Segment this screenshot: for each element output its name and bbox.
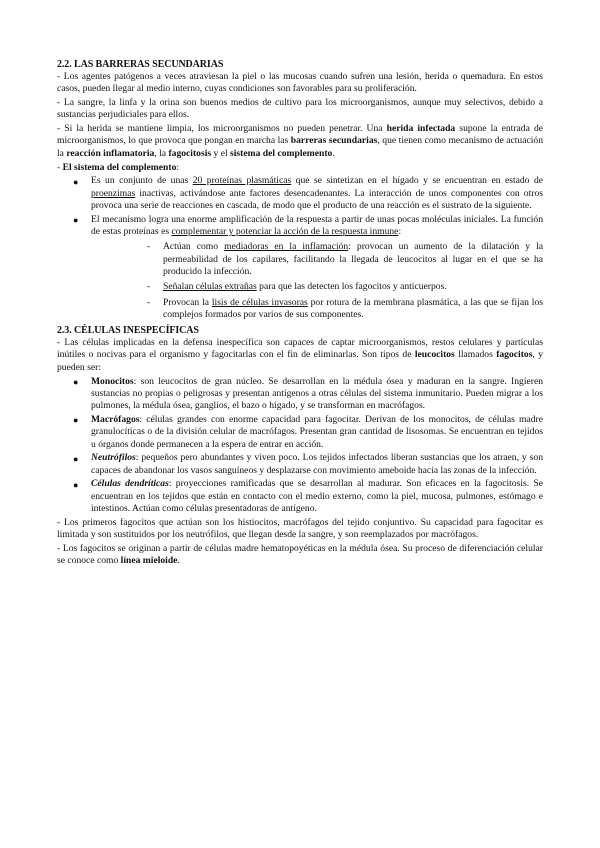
bullet-icon: ● [73,215,79,226]
text-run: , que tienen como mecanismo de actuación la [57,135,544,159]
text-run: : proyecciones ramificadas que se desarrollan al madurar. Son eficaces en la fagocitosis. Se encuentran en los tejidos que están en contacto con el medio externo, como la piel, mucosa, pulmones, estómago e intestinos. Actúan como células presentadoras de antígeno. [91,478,543,514]
dash-icon: - [147,281,151,293]
list-item [57,175,543,212]
document-content [57,58,543,569]
term-neutrofilos: Neutrófilos [91,452,136,464]
text-run: : [176,161,180,173]
complemento-dash-list [91,241,543,321]
text-run: - Los fagocitos se originan a partir de células madre hematopoyéticas en la médula ósea. Su proceso de diferenciación celular se conoce como [57,542,543,567]
text-run: - [57,161,63,173]
text-run: - Si la herida se mantiene limpia, los microorganismos no pueden penetrar. Una [57,123,387,135]
text-run: Es un conjunto de unas [91,175,193,187]
term-linea-mieloide: línea mieloide [120,555,178,567]
term-el-sistema-complemento: El sistema del complemento [62,161,177,173]
text-run: supone la entrada de microorganismos, lo que provoca que pongan en marcha las [57,123,544,147]
section-heading-celulas-inespecificas: 2.3. CÉLULAS INESPECÍFICAS [57,325,199,337]
list-item [57,376,543,413]
list-item [91,297,543,322]
paragraph-herida [57,123,543,160]
complemento-bullet-list [57,175,543,321]
term-20-proteinas: 20 proteínas plasmáticas [192,175,292,187]
term-sistema-complemento: sistema del complemento [230,147,333,159]
text-run: por rotura de la membrana plasmática, a las que se fijan los complejos formados por varios de sus componentes. [163,296,543,320]
text-run: inactivas, activándose ante factores desencadenantes. La interacción de unos componentes con otros provoca una serie de reacciones en cascada, de modo que el producto de una reacción es el sustrato de la siguiente. [91,187,543,211]
list-item [57,414,543,451]
bullet-icon: ● [73,176,79,187]
text-run: para que las detecten los fagocitos y anticuerpos. [256,281,447,293]
term-monocitos: Monocitos [91,375,134,387]
text-run: y el [211,147,231,159]
bullet-icon: ● [73,453,79,464]
term-herida-infectada: herida infectada [386,123,456,135]
text-run: Actúan como [163,241,225,253]
term-fagocitos: fagocitos [496,349,533,361]
paragraph-origen-fagocitos [57,543,543,568]
text-run: : pequeños pero abundantes y viven poco. Los tejidos infectados liberan sustancias que los atraen, y son capaces de abandonar los vasos sanguíneos y desplazarse con movimiento ameboide hacia las zonas de la infección. [91,452,543,476]
bullet-icon: ● [73,377,79,388]
dash-icon: - [147,296,151,308]
list-item [57,214,543,321]
paragraph-celulas-implicadas [57,337,543,374]
text-run: : células grandes con enorme capacidad para fagocitar. Derivan de los monocitos, de células madre granulocíticas o de la división celular de macrófagos. Presentan gran cantidad de lisosomas. Se encuentran en tejidos u órganos donde permanecen a la espera de entrar en acción. [91,413,543,450]
paragraph-primeros-fagocitos: - Los primeros fagocitos que actúan son los histiocitos, macrófagos del tejido conjuntivo. Su capacidad para fagocitar es limitada y son sustituidos por los neutrófilos, que llegan desde la sangre, y son reemplazados por macrófagos. [57,516,543,541]
term-senalan-celulas: Señalan células extrañas [163,281,257,293]
text-run: llamados [454,349,497,361]
term-reaccion-inflamatoria: reacción inflamatoria [66,147,155,159]
text-run: , y pueden ser: [57,349,543,373]
bullet-icon: ● [73,479,79,490]
text-run: . [177,555,180,567]
text-run: : son leucocitos de gran núcleo. Se desarrollan en la médula ósea y maduran en la sangre. Ingieren sustancias no propias o peligrosas y presentan antígenos a otras células del sistema inmunitario. Pueden migrar a los pulmones, la médula ósea, ganglios, el bazo o hígado, y se transforman en macrófagos. [91,375,543,412]
text-run: - Las células implicadas en la defensa inespecífica son capaces de captar microorganismos, restos celulares y partículas inútiles o nocivas para el organismo y fagocitarlas con el fin de eliminarlas. Son tipos de [57,337,543,361]
term-macrofagos: Macrófagos [91,413,140,425]
term-proenzimas: proenzimas [91,187,136,199]
subheading-sistema-complemento [57,162,543,174]
section-heading-barreras-secundarias: 2.2. LAS BARRERAS SECUNDARIAS [57,59,224,70]
dash-icon: - [147,241,151,253]
celulas-bullet-list [57,376,543,516]
text-run: . [332,147,335,159]
term-fagocitosis: fagocitosis [168,147,212,159]
term-celulas-dendriticas: Células dendríticas [91,478,169,490]
paragraph-sangre-linfa: - La sangre, la linfa y la orina son buenos medios de cultivo para los microorganismos, aunque muy selectivos, debido a sustancias perjudiciales para ellos. [57,97,543,121]
term-mediadoras-inflamacion: mediadoras en la inflamación [224,241,349,253]
text-run: Provocan la [163,296,212,308]
term-lisis-celulas: lisis de células invasoras [211,296,308,308]
list-item [91,281,543,293]
term-leucocitos: leucocitos [414,349,455,361]
term-complementar-potenciar: complementar y potenciar la acción de la respuesta inmune [171,226,399,238]
text-run: que se sintetizan en el hígado y se encuentran en estado de [291,175,543,187]
bullet-icon: ● [73,415,79,426]
text-run: El mecanismo logra una enorme amplificación de la respuesta a partir de unas pocas moléculas iniciales. La función de estas proteínas es [91,213,543,238]
text-run: : [398,226,402,238]
text-run: , la [154,147,169,159]
text-run: : provocan un aumento de la dilatación y la permeabilidad de los capilares, facilitando la llegada de leucocitos al lugar en el que se ha producido la infección. [163,241,543,277]
list-item [91,241,543,278]
paragraph-agentes-patogenos: - Los agentes patógenos a veces atraviesan la piel o las mucosas cuando sufren una lesión, herida o quemadura. En estos casos, pueden llegar al medio interno, cuyas condiciones son favorables para su proliferación. [57,71,543,95]
term-barreras-secundarias: barreras secundarias [290,135,378,147]
list-item [57,452,543,477]
list-item [57,478,543,515]
